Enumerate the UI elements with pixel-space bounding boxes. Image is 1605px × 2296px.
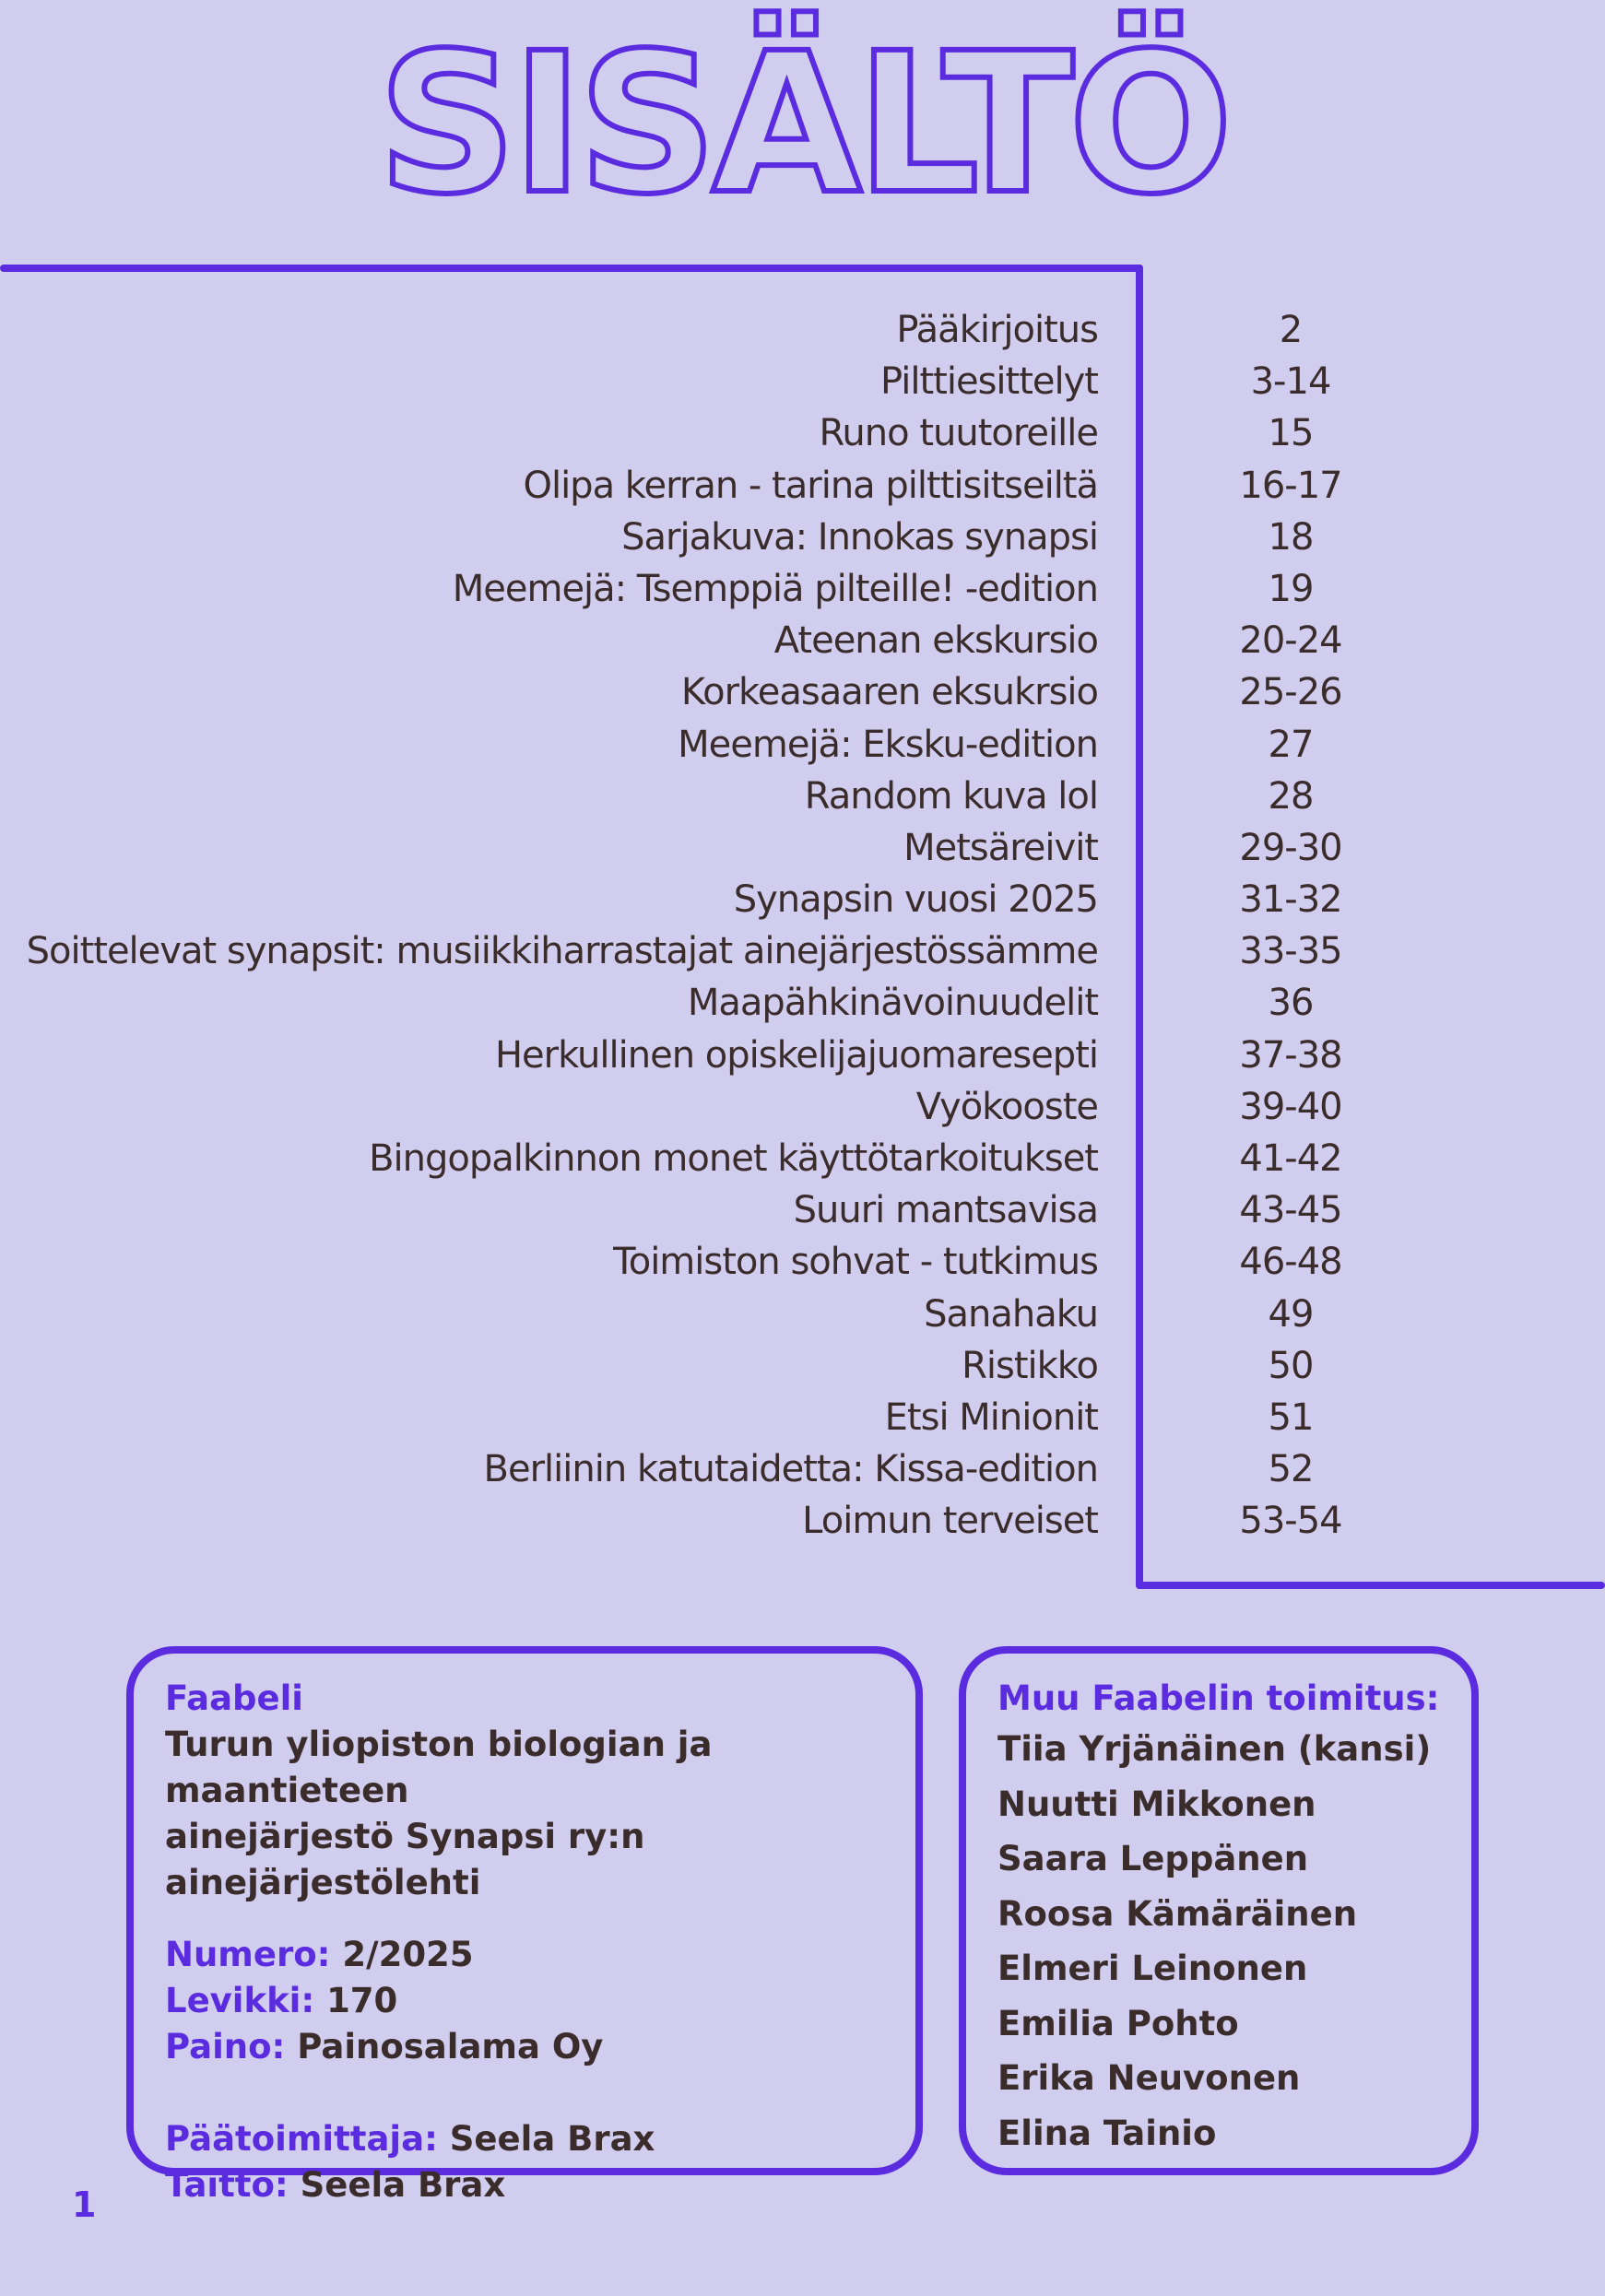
levikki-row [165, 1978, 915, 2024]
toc-row [0, 407, 1605, 459]
staff-box [959, 1646, 1479, 2175]
toc-row [0, 1236, 1605, 1288]
toc-title: Runo tuutoreille [819, 412, 1098, 455]
table-of-contents [0, 304, 1605, 1548]
staff-member: Tiia Yrjänäinen (kansi) [997, 1729, 1432, 1769]
paino-row [165, 2024, 915, 2070]
publication-description-line2: ainejärjestö Synapsi ry:n ainejärjestölehti [165, 1817, 645, 1902]
toc-row [0, 1081, 1605, 1133]
toc-row [0, 563, 1605, 615]
toc-page-number: 52 [1268, 1448, 1314, 1491]
paatoimittaja-row [165, 2116, 915, 2162]
toc-row [0, 460, 1605, 512]
toc-row [0, 1340, 1605, 1392]
taitto-label: Taitto: [165, 2165, 289, 2205]
toc-title: Metsäreivit [903, 826, 1098, 869]
toc-row [0, 771, 1605, 822]
toc-title: Olipa kerran - tarina pilttisitseiltä [523, 464, 1098, 507]
toc-page-number: 49 [1268, 1292, 1314, 1336]
frame-line-top [0, 265, 1143, 272]
toc-row [0, 1392, 1605, 1443]
paatoimittaja-value: Seela Brax [449, 2119, 655, 2159]
toc-row [0, 719, 1605, 771]
toc-page-number: 46-48 [1239, 1241, 1342, 1284]
publication-name: Faabeli [165, 1678, 303, 1718]
taitto-row [165, 2162, 915, 2208]
toc-title: Pääkirjoitus [896, 309, 1098, 351]
toc-row [0, 1495, 1605, 1547]
toc-title: Herkullinen opiskelijajuomaresepti [494, 1033, 1098, 1077]
staff-member: Emilia Pohto [997, 2003, 1239, 2043]
frame-line-bottom [1136, 1582, 1605, 1589]
toc-title: Sanahaku [924, 1292, 1098, 1336]
toc-title: Etsi Minionit [884, 1395, 1098, 1439]
staff-member: Nuutti Mikkonen [997, 1784, 1316, 1824]
toc-title: Maapähkinävoinuudelit [687, 982, 1098, 1025]
toc-page-number: 16-17 [1239, 464, 1342, 507]
toc-row [0, 1184, 1605, 1236]
toc-title: Soittelevat synapsit: musiikkiharrastajat ainejärjestössämme [26, 930, 1098, 973]
numero-label: Numero: [165, 1935, 331, 1974]
toc-page-number: 37-38 [1239, 1033, 1342, 1077]
toc-page-number: 20-24 [1239, 619, 1342, 663]
toc-title: Sarjakuva: Innokas synapsi [621, 515, 1098, 559]
toc-page-number: 41-42 [1239, 1137, 1342, 1180]
toc-title: Korkeasaaren eksukrsio [680, 671, 1098, 714]
toc-page-number: 19 [1268, 567, 1314, 610]
toc-title: Bingopalkinnon monet käyttötarkoitukset [369, 1137, 1098, 1180]
toc-page-number: 25-26 [1239, 671, 1342, 714]
toc-page-number: 31-32 [1239, 878, 1342, 922]
toc-row [0, 356, 1605, 407]
staff-member: Saara Leppänen [997, 1839, 1309, 1878]
staff-heading: Muu Faabelin toimitus: [997, 1678, 1440, 1718]
toc-page-number: 3-14 [1250, 360, 1331, 404]
publication-description-line1: Turun yliopiston biologian ja maantieteen [165, 1725, 713, 1810]
toc-page-number: 50 [1268, 1344, 1314, 1387]
numero-value: 2/2025 [342, 1935, 474, 1974]
levikki-label: Levikki: [165, 1981, 315, 2020]
toc-row [0, 1443, 1605, 1495]
toc-row [0, 1133, 1605, 1184]
toc-page-number: 39-40 [1239, 1085, 1342, 1128]
page-title: SISÄLTÖ [377, 11, 1228, 237]
toc-row [0, 1030, 1605, 1081]
toc-row [0, 615, 1605, 666]
toc-page-number: 33-35 [1239, 930, 1342, 973]
toc-title: Loimun terveiset [802, 1500, 1098, 1543]
staff-list [997, 1722, 1471, 2161]
page-number: 1 [72, 2184, 97, 2225]
toc-row [0, 874, 1605, 925]
toc-row [0, 666, 1605, 718]
toc-row [0, 925, 1605, 977]
toc-page-number: 27 [1268, 723, 1314, 766]
paino-value: Painosalama Oy [297, 2027, 604, 2066]
toc-title: Suuri mantsavisa [793, 1189, 1098, 1232]
toc-title: Toimiston sohvat - tutkimus [613, 1241, 1098, 1284]
toc-page-number: 36 [1268, 982, 1314, 1025]
toc-title: Random kuva lol [804, 774, 1098, 818]
taitto-value: Seela Brax [300, 2165, 506, 2205]
toc-page-number: 51 [1268, 1395, 1314, 1439]
toc-title: Meemejä: Eksku-edition [678, 723, 1098, 766]
toc-title: Pilttiesittelyt [880, 360, 1098, 404]
toc-title: Berliinin katutaidetta: Kissa-edition [483, 1448, 1098, 1491]
toc-row [0, 304, 1605, 356]
toc-row [0, 822, 1605, 874]
publication-info-box [126, 1646, 923, 2205]
toc-title: Ristikko [962, 1344, 1098, 1387]
toc-page-number: 53-54 [1239, 1500, 1342, 1543]
toc-row [0, 512, 1605, 563]
toc-title: Synapsin vuosi 2025 [733, 878, 1098, 922]
toc-page-number: 18 [1268, 515, 1314, 559]
toc-title: Meemejä: Tsemppiä pilteille! -edition [452, 567, 1098, 610]
toc-page-number: 43-45 [1239, 1189, 1342, 1232]
toc-page-number: 2 [1279, 309, 1303, 351]
toc-page-number: 15 [1268, 412, 1314, 455]
toc-row [0, 977, 1605, 1029]
toc-page-number: 29-30 [1239, 826, 1342, 869]
paino-label: Paino: [165, 2027, 286, 2066]
toc-title: Ateenan ekskursio [773, 619, 1098, 663]
toc-page-number: 28 [1268, 774, 1314, 818]
toc-title: Vyökooste [915, 1085, 1098, 1128]
staff-member: Elmeri Leinonen [997, 1949, 1308, 1988]
numero-row [165, 1932, 915, 1978]
levikki-value: 170 [326, 1981, 398, 2020]
toc-row [0, 1289, 1605, 1340]
staff-member: Elina Tainio [997, 2113, 1217, 2153]
staff-member: Erika Neuvonen [997, 2058, 1301, 2098]
paatoimittaja-label: Päätoimittaja: [165, 2119, 438, 2159]
staff-member: Roosa Kämäräinen [997, 1893, 1358, 1934]
